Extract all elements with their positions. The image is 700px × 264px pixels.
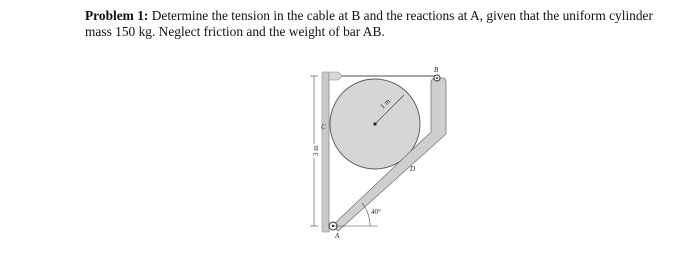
label-a: A: [335, 232, 340, 240]
problem-label: Problem 1:: [85, 8, 149, 23]
height-label: 3 m: [312, 145, 320, 156]
pin-b-center: [436, 77, 438, 79]
cylinder-center: [373, 122, 376, 125]
wall: [322, 72, 329, 232]
angle-label: 40°: [371, 208, 381, 216]
label-d: D: [410, 165, 416, 173]
label-b: B: [434, 66, 439, 74]
radius-label: 1 m: [378, 97, 392, 111]
problem-body: Determine the tension in the cable at B and the reactions at A, given that the uniform cylinder mass 150 kg. Neglect friction and the weight of bar AB.: [85, 8, 653, 39]
cable-bracket: [329, 72, 342, 80]
label-c: C: [321, 123, 326, 131]
